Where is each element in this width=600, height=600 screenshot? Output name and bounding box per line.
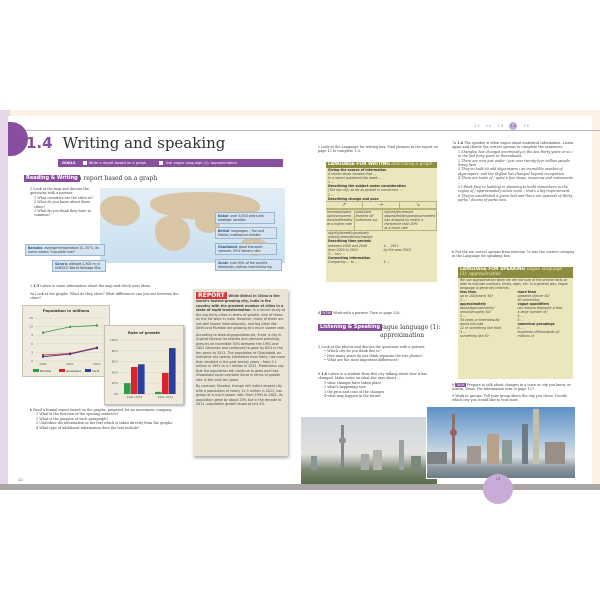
legend-swatch: [85, 369, 91, 372]
data-point: [69, 326, 71, 328]
y-tick-label: 0: [31, 359, 33, 363]
data-point: [96, 324, 98, 326]
bar-ghaziabad: [131, 367, 138, 394]
page-title: [26, 134, 225, 152]
exercise-1: 1 Look at the map and discuss the questions with a partner. 1 What countries are the cities in? 2 What do you know about these cities? 3 What do you think they have in common?: [30, 187, 94, 218]
y-tick-label: 15: [29, 316, 33, 320]
bullet-square-icon: [159, 161, 163, 165]
data-point: [69, 353, 71, 355]
data-point: [42, 356, 44, 358]
arrow-right-icon: →: [363, 202, 400, 208]
skyscraper-shape: [533, 409, 539, 464]
photo-old-shanghai: [301, 417, 437, 484]
building-shape: [427, 452, 447, 464]
exercise-9: 9 Work in groups. Tell your group about the city you chose. Decide which city you would like to visit most.: [452, 394, 568, 403]
building-shape: [411, 456, 421, 470]
y-tick-label: 60%: [111, 359, 118, 364]
bar-surat: [169, 348, 176, 394]
building-shape: [467, 446, 481, 464]
report-lead: While Beihai in China is the world's fastest-growing city, India is the country with the greatest number of cities in a state of rapid transformation.: [196, 294, 284, 312]
legend-swatch: [33, 369, 39, 372]
question: What is the function of the opening sentence?: [39, 412, 119, 417]
population-line-chart: [23, 306, 111, 378]
unit-number: 1.4: [26, 134, 53, 152]
legend-label: Mumbai: [40, 368, 52, 373]
report-box: [193, 289, 288, 456]
building-shape: [545, 442, 565, 464]
legend-label: Ghaziabad: [66, 368, 81, 373]
map-callout-sanaa: Sana'a: altitude 2,300 m; a UNESCO World Heritage Site: [52, 260, 106, 272]
chart-title: Population in millions: [42, 308, 90, 313]
bar-surat: [138, 364, 145, 394]
map-landmass: [100, 196, 140, 226]
map-callout-bamako: Bamako: average temperature 21–35°C; its name means "crocodile river": [25, 244, 105, 256]
growth-chart: [104, 325, 184, 405]
x-tick-label: 1991: [39, 362, 47, 366]
map-callout-kabul: Kabul: over 3,500 years old; strategic location: [215, 212, 275, 224]
report-paragraph: By contrast, Mumbai, though still India's largest city with a population of nearly 12.5 million in 2011, has grown at a much slower rate. From 1991 to 2001, its population grew by about 20% but in the decade to 2011, population growth stood at just 4%.: [196, 384, 283, 406]
building-shape: [399, 440, 404, 470]
audio-track[interactable]: 1.6: [457, 141, 464, 145]
x-tick-label: 2001: [66, 362, 74, 366]
data-point: [96, 347, 98, 349]
population-chart: [22, 305, 110, 377]
growth-bar-chart: [105, 326, 185, 406]
question: What countries are the cities in?: [37, 195, 94, 200]
tower-sphere: [450, 429, 457, 436]
question: Underline the information in the text which is taken directly from the graphs.: [39, 421, 174, 426]
building-shape: [487, 434, 499, 464]
y-tick-label: 9: [31, 333, 33, 338]
report-paragraph: In a recent study of the top thirty cities in terms of growth, nine of these on the list were in India. However, many of these are not well known internationally, and big cities like Delhi and Mumbai are growing at a much slower rate.: [196, 308, 285, 330]
page-number-circle: [483, 474, 513, 504]
tower-sphere: [339, 437, 346, 444]
y-tick-label: 6: [31, 341, 33, 346]
exercise-6: 6 1.6 Listen to a student from this city talking about how it has changed. Make notes on what she says about … 1 what changes have taken place 2 what's happening now 3 the pros and cons of the changes 4 what may happen in the future.: [318, 372, 428, 399]
page-number-right: 13: [495, 477, 501, 481]
y-tick-label: 80%: [111, 348, 118, 353]
exercise-3a: 3a Look at the graphs. What do they show? What differences can you see between the cities?: [30, 292, 179, 301]
bar-ghaziabad: [162, 373, 169, 394]
map-callout-beihai: Beihai: languages – Yue and Hakka; subtropical climate: [215, 227, 277, 239]
map-callout-surat: Surat: cuts 90% of the world's diamonds; clothes manufacturing: [215, 259, 282, 271]
building-shape: [373, 450, 382, 470]
exercise-8: 8 TASK Prepare to talk about changes in a town or city you know, or Austin, Texas. For information turn to page 127.: [452, 383, 571, 392]
data-point: [42, 332, 44, 334]
x-tick-label: 2001–2011: [157, 395, 174, 399]
reading-writing-tag: Reading & Writing: [26, 175, 78, 181]
building-shape: [311, 456, 317, 470]
skyscraper-shape: [522, 424, 528, 464]
listening-speaking-tag: Listening & Speaking: [320, 324, 381, 330]
exercise-d: d W2W Work with a partner. Turn to page 126.: [318, 311, 401, 315]
tower-shape: [452, 414, 455, 464]
report-paragraph: According to www.citypopulation.de, Surat, a city in Gujarat famous for textiles and diamond polishing, grew by an incredible 55% between the 1991 and 2001 censuses and continued to grow by 82% in the ten years to 2011. The population of Ghaziabad, an industrial city twenty kilometres from Delhi, has more than doubled in the past twenty years – from 2.1 million in 1991 to 4.7 million in 2011. Predictions say that the population will continue to grow and that Ghaziabad could overtake Surat in terms of growth rate in the next ten years.: [196, 332, 285, 382]
x-tick-label: 1991–2001: [126, 395, 143, 399]
question: What type of additional information does the text include?: [39, 425, 140, 430]
exercise-3b: b Read a formal report based on the graphs, prepared for an investment company. 1 What is the function of the opening sentence? 2 What is the purpose of each paragraph? 3 Underline the information in the text which is taken directly from the graphs. 4 What type of additional information does the text include?: [30, 408, 174, 430]
bar-mumbai: [124, 383, 131, 394]
bar-mumbai: [155, 392, 162, 394]
chart-title: Rate of growth: [127, 330, 160, 335]
task-badge: TASK: [456, 383, 465, 387]
y-tick-label: 100%: [110, 338, 118, 342]
map-callout-ghaziabad: Ghaziabad: good transport network; 93% literacy rate: [215, 243, 277, 255]
page-number-left: 12: [18, 477, 23, 482]
y-tick-label: 0%: [113, 392, 118, 396]
y-tick-label: 20%: [111, 381, 118, 386]
box-header: LANGUAGE FOR WRITING describing a graph: [326, 162, 437, 168]
breadcrumb-item[interactable]: 1.5: [523, 124, 529, 128]
goal-item: Write a report based on a graph: [88, 161, 147, 165]
y-tick-label: 12: [29, 324, 33, 329]
exercise-7a: 7a 1.6 The speaker is often vague about statistical information. Listen again and choose the correct options to complete the sentences. 1 Shanghai has changed enormously in the last thirty years or so / in the last forty years or thereabouts. 2 There are now just under / just over twenty-four million people living here … 3 They've built 60 odd skyscrapers / an incredible number of skyscrapers, and the skyline has changed beyond recognition. 4 There are loads of / quite a few shops, museums and restaurants … 5 I think they're building or planning to build somewhere in the region of / approximately seven more – that's a big improvement. 6 They've established a green belt and there are upwards of thirty parks / dozens of parks now.: [452, 141, 574, 203]
section-subtitle: vague language (1): approximation: [380, 324, 441, 339]
exercise-c: c Look at the Language for writing box. Find phrases in the report on page 12 to complete 1–5.: [318, 145, 438, 154]
breadcrumb-item[interactable]: 1.1: [474, 124, 480, 128]
title-text: Writing and speaking: [62, 134, 226, 152]
breadcrumb-item[interactable]: 1.3: [497, 124, 504, 128]
arrow-down-icon: ↘: [400, 202, 437, 208]
question: What do you know about these cities?: [34, 200, 91, 209]
building-shape: [502, 440, 512, 464]
bullet-square-icon: [83, 161, 87, 165]
exercise-text: Look at the map and discuss the questions with a partner.: [30, 187, 89, 196]
header-rule: [20, 130, 600, 131]
w2w-badge: W2W: [322, 311, 332, 315]
arrow-up-icon: ↗: [326, 202, 363, 208]
goals-label: GOALS: [62, 161, 76, 165]
tower-shape: [341, 425, 344, 470]
question: What do you think they have in common?: [34, 209, 91, 218]
section-subtitle: a report based on a graph: [78, 175, 158, 182]
goals-bar: [58, 159, 283, 167]
language-for-writing-box: LANGUAGE FOR WRITING describing a graph Giving the source of information A recent study showed that … In a report published this week … 1 … Describing the subject under consideration (The top city) as far as growth is concerned … 2 … Describing change and pace ↗ → ↘ increased/went up/rose/soared doubled/trebled at a higher rate stabilized levelled off bottomed out halved/decreased dipped/fell/dropped/plummeted has dropped by nearly a third/more than 20% at a lower rate slightly/steadily/gradually sharply/dramatically/rapidly Describing time periods between 2005 and 2008 from 2000 to 2010 3 … ten … 4 … 2011 by the year 2015 Connecting information Comparing … to … 5 …: [326, 162, 437, 282]
x-tick-label: 2011: [93, 362, 101, 366]
map-landmass: [155, 216, 190, 251]
goal-item: Use vague language (1): approximation: [165, 161, 237, 165]
legend-label: Surat: [92, 368, 100, 373]
audio-track[interactable]: 1.6: [321, 372, 328, 376]
breadcrumb-item-active[interactable]: 1.4: [510, 124, 517, 128]
breadcrumb: [474, 122, 529, 130]
building-shape: [361, 454, 369, 470]
exercise-7b: b Put the six correct options from exercise 7a into the correct category in the Language for speaking box.: [452, 250, 575, 259]
photo-modern-shanghai: [426, 406, 576, 479]
exercise-number: 1: [30, 187, 33, 191]
exercise-5: 5 Look at the photos and discuss the questions with a partner. • Which city do you think this is? • How many years do you think separate the two photos? • What are the most important differences?: [318, 345, 426, 363]
exercise-2: 2 1.5 Listen to some information about the map and check your ideas.: [30, 284, 152, 288]
audio-track[interactable]: 1.5: [33, 284, 40, 288]
question: What is the purpose of each paragraph?: [39, 416, 109, 421]
data-point: [42, 354, 44, 356]
legend-swatch: [59, 369, 65, 372]
y-tick-label: 40%: [111, 370, 118, 375]
language-for-speaking-box: LANGUAGE FOR SPEAKING vague language (1): approximation We use approximation when we are not sure of the precise facts or wish to indicate numbers, times, ages, etc. in a general way. Vague language is generally informal. less than up to 100/nearly 50/ 1 … more than upwards of/over 50/ 50 something approximately about/approximately/ around/roughly 50/ 2 … 30 years or thereabouts/ about-ish/-odd 12 or something like that/ 3 … something like 50 vague quantifiers not many/a few/quite a few/ a large number of/ 4 … 5 … numerical groupings 6 … hundreds of/thousands of/ millions of: [458, 267, 573, 379]
breadcrumb-item[interactable]: 1.2: [485, 124, 492, 128]
y-tick-label: 3: [31, 350, 33, 355]
report-tag: REPORT: [198, 292, 225, 299]
